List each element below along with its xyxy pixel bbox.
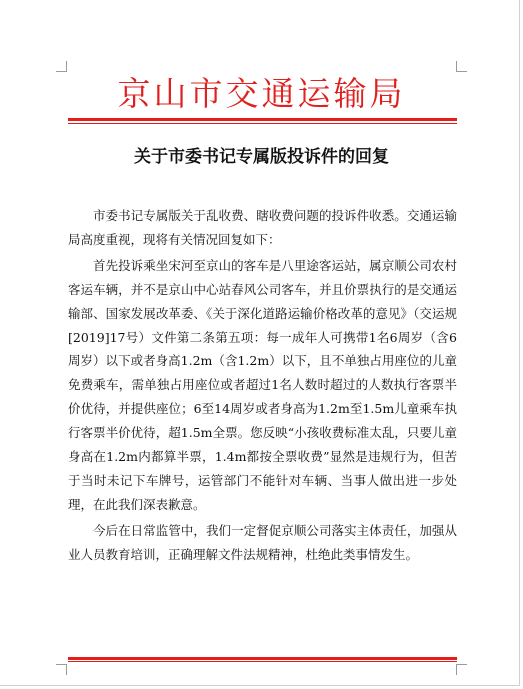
document-body (68, 204, 457, 567)
paragraph-closing: 今后在日常监管中，我们一定督促京顺公司落实主体责任，加强从业人员教育培训，正确理解文件法规精神，杜绝此类事情发生。 (68, 522, 457, 562)
footer-red-rule (68, 657, 457, 660)
document-title: 关于市委书记专属版投诉件的回复 (134, 147, 389, 167)
crop-mark-top-left (56, 61, 67, 72)
header-red-rule-thin (68, 123, 457, 124)
issuer-header: 京山市交通运输局 (117, 74, 406, 113)
crop-mark-bottom-right (456, 664, 467, 675)
crop-mark-top-right (456, 61, 467, 72)
paragraph-details: 首先投诉乘坐宋河至京山的客车是八里途客运站，属京顺公司农村客运车辆，并不是京山中心站春风公司客车，并且价票执行的是交通运输部、国家发展改革委、《关于深化道路运输价格改革的意见》（交运规[2019]17号）文件第二条第五项：每一成年人可携带1名6周岁（含6周岁）以下或者身高1.2m（含1.2m）以下，且不单独占用座位的儿童免费乘车，需单独占用座位或者超过1名人数时超过的人数执行客票半价优待，并提供座位；6至14周岁或者身高为1.2m至1.5m儿童乘车执行客票半价优待，超1.5m全票。您反映“小孩收费标准太乱，只要儿童身高在1.2m内都算半票，1.4m都按全票收费”显然是违规行为，但苦于当时未记下车牌号，运管部门不能针对车辆、当事人做出进一步处理，在此我们深表歉意。 (68, 257, 457, 512)
paragraph-intro: 市委书记专属版关于乱收费、瞎收费问题的投诉件收悉。交通运输局高度重视，现将有关情况回复如下： (68, 208, 457, 247)
crop-mark-bottom-left (56, 664, 67, 675)
footer-red-rule-thin (68, 661, 457, 662)
header-red-rule (68, 118, 457, 121)
